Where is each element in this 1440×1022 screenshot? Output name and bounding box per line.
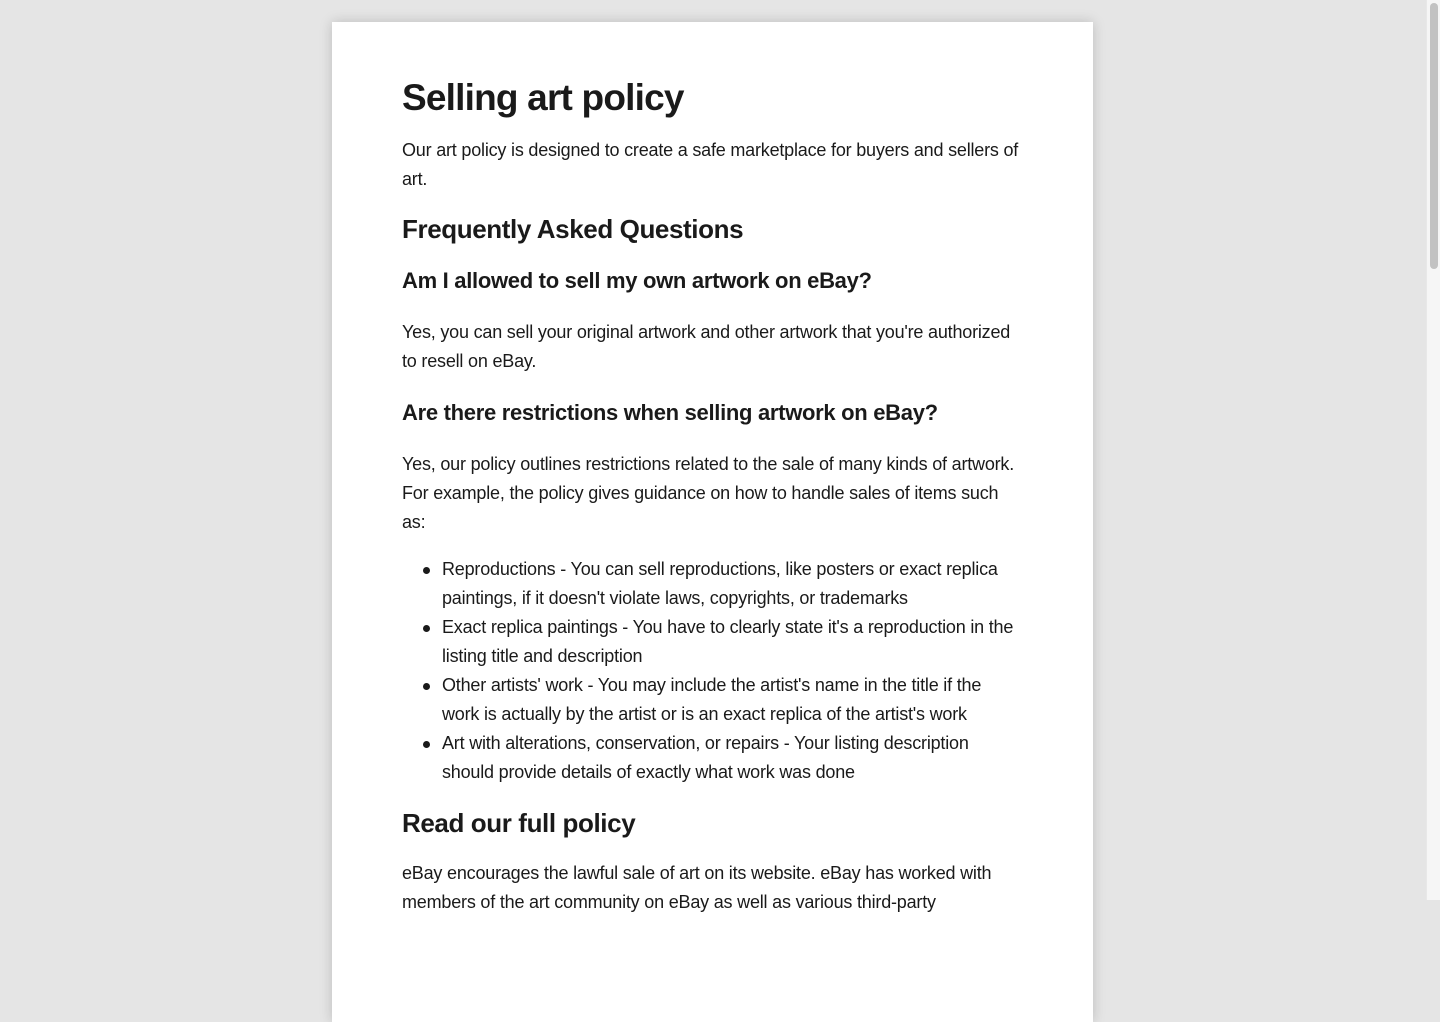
document-page: [332, 22, 1093, 1022]
page-title: Selling art policy: [402, 77, 684, 118]
list-item: [402, 613, 1022, 671]
faq-question-2: Are there restrictions when selling artwork on eBay?: [402, 400, 938, 425]
list-item-text: Reproductions - You can sell reproductions, like posters or exact replica paintings, if it doesn't violate laws, copyrights, or trademarks: [442, 559, 998, 608]
list-item-text: Art with alterations, conservation, or repairs - Your listing description should provide details of exactly what work was done: [442, 733, 969, 782]
list-item: [402, 729, 1022, 787]
bullet-icon: [423, 741, 430, 748]
faq-question-1: Am I allowed to sell my own artwork on eBay?: [402, 268, 872, 293]
full-policy-heading: Read our full policy: [402, 808, 636, 838]
list-item: [402, 555, 1022, 613]
faq-answer-1: Yes, you can sell your original artwork and other artwork that you're authorized to resell on eBay.: [402, 322, 1011, 371]
full-policy-paragraph: eBay encourages the lawful sale of art on its website. eBay has worked with members of the art community on eBay as well as various third-party: [402, 863, 992, 912]
bullet-icon: [423, 683, 430, 690]
list-item-text: Exact replica paintings - You have to clearly state it's a reproduction in the listing title and description: [442, 617, 1014, 666]
bullet-icon: [423, 567, 430, 574]
faq-heading: Frequently Asked Questions: [402, 214, 744, 244]
list-item: [402, 671, 1022, 729]
restrictions-list: [402, 555, 1022, 787]
bullet-icon: [423, 625, 430, 632]
vertical-scrollbar[interactable]: [1426, 0, 1440, 900]
scrollbar-thumb[interactable]: [1430, 3, 1438, 269]
list-item-text: Other artists' work - You may include the artist's name in the title if the work is actually by the artist or is an exact replica of the artist's work: [442, 675, 982, 724]
faq-answer-2: Yes, our policy outlines restrictions related to the sale of many kinds of artwork. For example, the policy gives guidance on how to handle sales of items such as:: [402, 454, 1015, 532]
intro-paragraph: Our art policy is designed to create a safe marketplace for buyers and sellers of art.: [402, 140, 1019, 189]
